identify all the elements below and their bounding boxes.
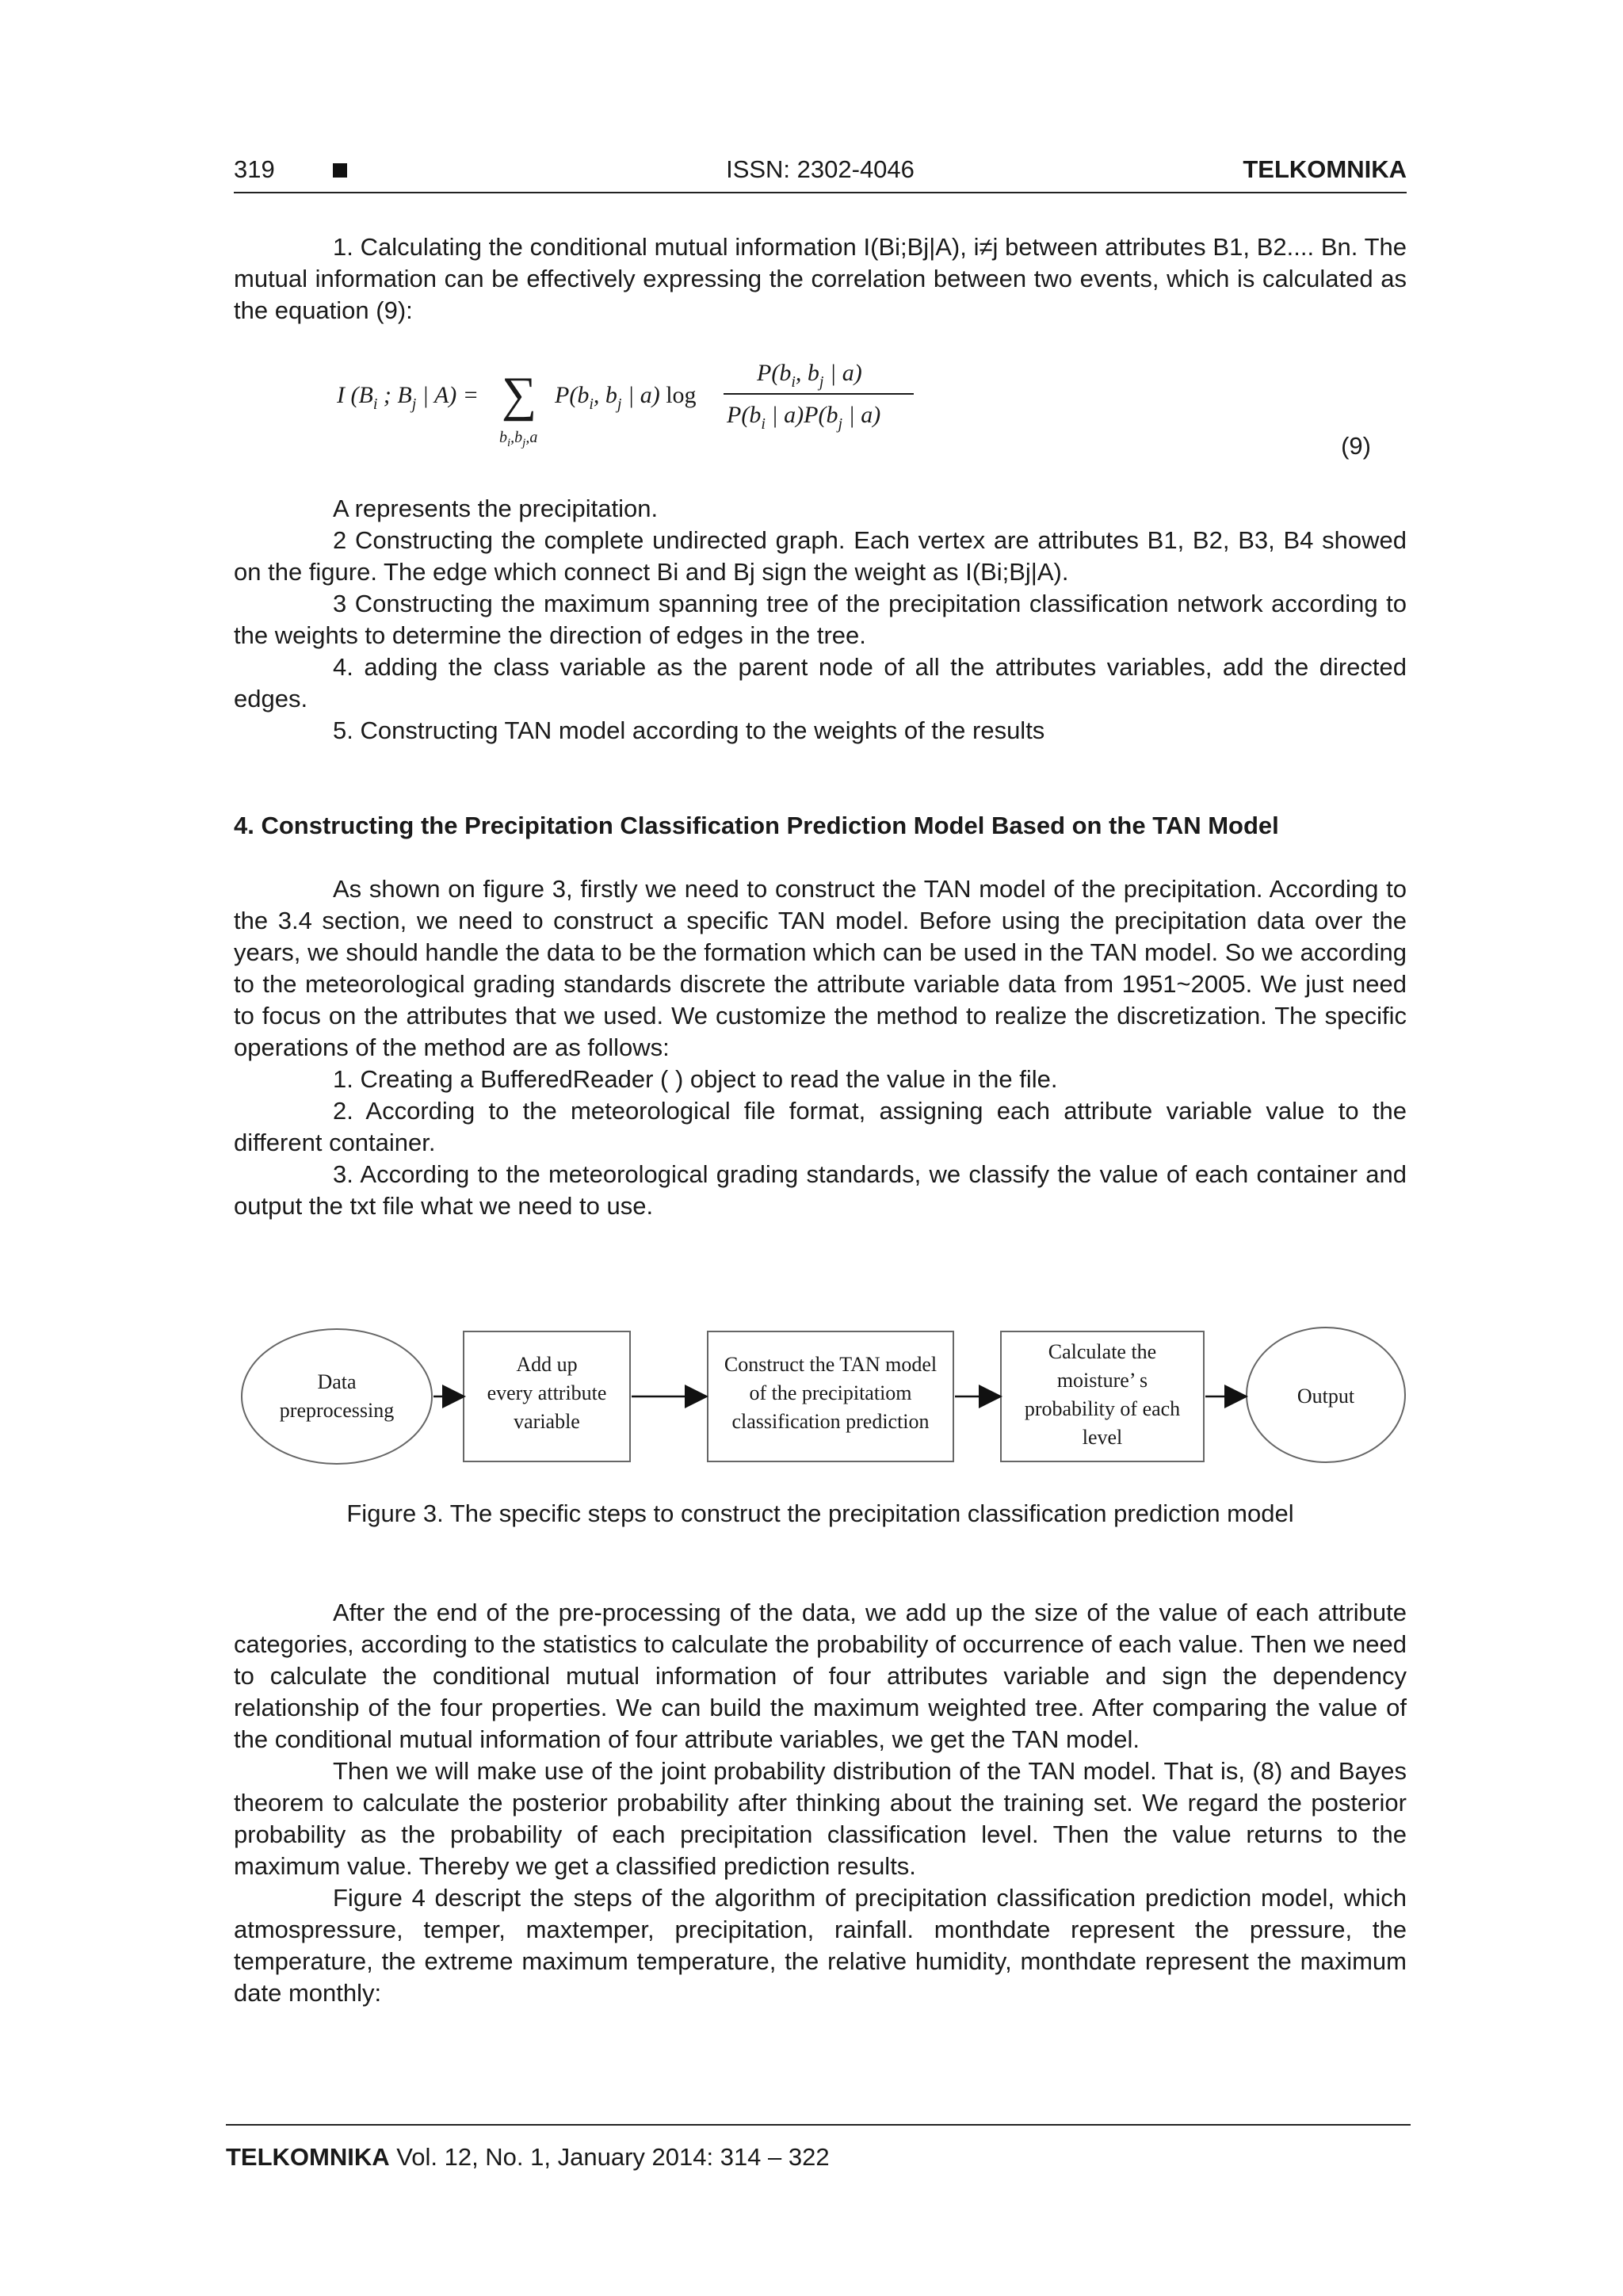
results-body: [234, 1597, 1407, 2009]
step-label: of the precipitatiom: [749, 1381, 912, 1404]
eq-numerator: $P(b_i$, $b_j$ | a): [757, 360, 862, 391]
step-label: Data: [317, 1370, 357, 1393]
paragraph: 3. According to the meteorological grading standards, we classify the value of each container and output the txt file what we need to use.: [234, 1160, 1407, 1220]
page-number: 319: [234, 155, 275, 183]
paragraph: 1. Creating a BufferedReader ( ) object to read the value in the file.: [333, 1065, 1058, 1093]
paragraph: As shown on figure 3, firstly we need to construct the TAN model of the precipitation. According to the 3.4 section, we need to construct a specific TAN model. Before using the precipitation data over the years, we should handle the data to be the formation which can be used in the TAN model. So we according to the meteorological grading standards discrete the attribute variable data from 1951~2005. We just need to focus on the attributes that we used. We customize the method to realize the discretization. The specific operations of the method are as follows:: [234, 875, 1407, 1061]
paragraph: 3 Constructing the maximum spanning tree of the precipitation classification network according to the weights to determine the direction of edges in the tree.: [234, 590, 1407, 649]
step-label: Output: [1296, 1385, 1355, 1408]
footer-citation: Vol. 12, No. 1, January 2014: 314 – 322: [389, 2143, 830, 2171]
paragraph-step1: [234, 231, 1407, 327]
paragraph: 1. Calculating the conditional mutual information I(Bi;Bj|A), i≠j between attributes B1, B2.... Bn. The mutual information can be effectively expressing the correlation between two events, which is calculated as the equation (9):: [234, 233, 1407, 324]
step-label: Construct the TAN model: [724, 1353, 938, 1376]
paragraph: 4. adding the class variable as the parent node of all the attributes variables, add the directed edges.: [234, 653, 1407, 712]
paragraph: After the end of the pre-processing of the data, we add up the size of the value of each attribute categories, according to the statistics to calculate the probability of occurrence of each value. Then we need to calculate the conditional mutual information of four attributes variable and sign the dependency relationship of the four properties. We can build the maximum weighted tree. After comparing the value of the conditional mutual information of four attribute variables, we get the TAN model.: [234, 1599, 1407, 1753]
step-label: Calculate the: [1048, 1340, 1157, 1363]
section4-body: [234, 873, 1407, 1222]
sum-index: $b_i,b_j,a$: [499, 429, 538, 449]
equation-formula: [234, 349, 1185, 468]
figure-caption: Figure 3. The specific steps to construct the precipitation classification prediction model: [346, 1499, 1294, 1527]
step-label: moisture’ s: [1056, 1369, 1148, 1392]
step-data-preprocessing: [242, 1329, 432, 1464]
paragraph: 5. Constructing TAN model according to the weights of the results: [333, 716, 1045, 744]
eq-denominator: $P(b_i$ | $a)P(b_j$ | a): [727, 402, 881, 433]
eq-joint: $P(b_i$, $b_j$ | a) log: [555, 382, 697, 413]
paragraph: Then we will make use of the joint probability distribution of the TAN model. That is, (8) and Bayes theorem to calculate the posterior probability after thinking about the training set. We regard the posterior probability as the probability of each precipitation classification level. Then the value returns to the maximum value. Thereby we get a classified prediction results.: [234, 1757, 1407, 1880]
footer-journal: TELKOMNIKA: [226, 2143, 390, 2171]
journal-name: TELKOMNIKA: [1243, 155, 1407, 183]
step-label: classification prediction: [731, 1410, 930, 1433]
equation-9: [234, 349, 1407, 468]
steps-list: [234, 493, 1407, 747]
step-label: preprocessing: [279, 1399, 395, 1422]
paragraph: Figure 4 descript the steps of the algorithm of precipitation classification prediction model, which atmospressure, temper, maxtemper, precipitation, rainfall. monthdate represent the pressure, the temperature, the extreme maximum temperature, the relative humidity, monthdate represent the maximum date monthly:: [234, 1884, 1407, 2007]
eq-lhs: I ($B_i$ ; $B_j$ | A) =: [337, 382, 479, 413]
step-label: variable: [514, 1410, 580, 1433]
section-heading: 4. Constructing the Precipitation Classification Prediction Model Based on the TAN Model: [234, 812, 1279, 839]
running-header: [234, 155, 1407, 193]
sum-symbol: ∑: [502, 368, 537, 422]
equation-number: (9): [1341, 432, 1371, 460]
flow-diagram: [234, 1316, 1407, 1482]
step-label: level: [1082, 1426, 1123, 1449]
figure-3: [234, 1316, 1407, 1482]
running-footer: [226, 2124, 1411, 2172]
paragraph: 2. According to the meteorological file format, assigning each attribute variable value to the different container.: [234, 1097, 1407, 1156]
paragraph: 2 Constructing the complete undirected graph. Each vertex are attributes B1, B2, B3, B4 showed on the figure. The edge which connect Bi and Bj sign the weight as I(Bi;Bj|A).: [234, 526, 1407, 586]
step-label: Add up: [516, 1353, 578, 1376]
step-label: probability of each: [1024, 1397, 1181, 1420]
issn: ISSN: 2302-4046: [726, 155, 915, 183]
step-label: every attribute: [487, 1381, 607, 1404]
paragraph: A represents the precipitation.: [333, 495, 659, 522]
